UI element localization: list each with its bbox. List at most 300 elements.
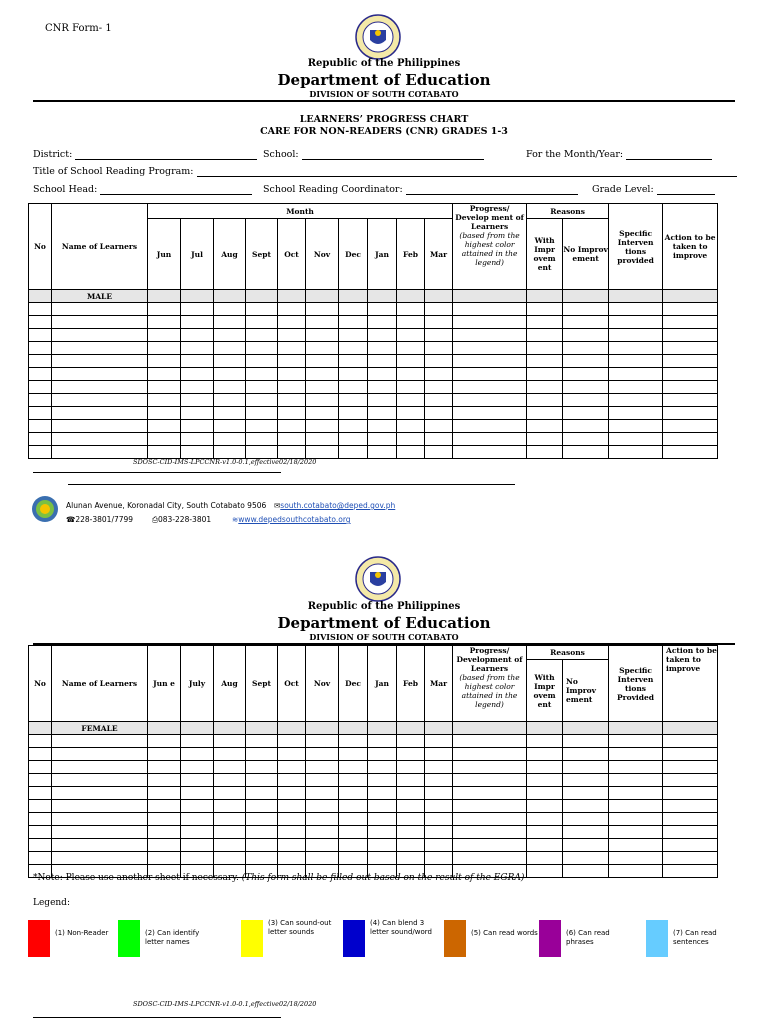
male-learner-cell[interactable] (306, 342, 339, 355)
female-learner-cell[interactable] (278, 787, 306, 800)
female-learner-cell[interactable] (214, 787, 246, 800)
female-learner-cell[interactable] (52, 813, 148, 826)
district-line[interactable] (75, 149, 257, 160)
male-learner-cell[interactable] (609, 355, 663, 368)
male-learner-cell[interactable] (306, 329, 339, 342)
male-learner-cell[interactable] (368, 394, 397, 407)
female-learner-cell[interactable] (563, 826, 609, 839)
male-learner-cell[interactable] (52, 368, 148, 381)
female-learner-cell[interactable] (214, 826, 246, 839)
male-learner-cell[interactable] (453, 303, 527, 316)
female-learner-cell[interactable] (397, 839, 425, 852)
male-learner-cell[interactable] (663, 355, 718, 368)
footer-website[interactable] (232, 515, 351, 524)
female-learner-cell[interactable] (214, 748, 246, 761)
male-learner-cell[interactable] (214, 329, 246, 342)
female-learner-cell[interactable] (29, 735, 52, 748)
male-learner-cell[interactable] (214, 355, 246, 368)
male-learner-cell[interactable] (339, 355, 368, 368)
female-learner-cell[interactable] (29, 800, 52, 813)
male-learner-cell[interactable] (527, 316, 563, 329)
female-learner-cell[interactable] (563, 865, 609, 878)
grade-level-field[interactable] (592, 184, 715, 195)
female-learner-cell[interactable] (29, 813, 52, 826)
female-learner-cell[interactable] (29, 826, 52, 839)
male-learner-cell[interactable] (306, 394, 339, 407)
male-learner-cell[interactable] (527, 433, 563, 446)
female-learner-cell[interactable] (278, 826, 306, 839)
male-learner-cell[interactable] (425, 407, 453, 420)
female-learner-cell[interactable] (29, 774, 52, 787)
male-learner-cell[interactable] (425, 433, 453, 446)
female-learner-cell[interactable] (29, 839, 52, 852)
female-learner-cell[interactable] (368, 787, 397, 800)
male-learner-cell[interactable] (278, 407, 306, 420)
male-learner-cell[interactable] (148, 381, 181, 394)
female-learner-cell[interactable] (609, 787, 663, 800)
male-learner-cell[interactable] (609, 407, 663, 420)
male-learner-cell[interactable] (148, 433, 181, 446)
male-learner-cell[interactable] (453, 355, 527, 368)
male-learner-cell[interactable] (368, 355, 397, 368)
male-learner-cell[interactable] (609, 303, 663, 316)
female-learner-cell[interactable] (148, 852, 181, 865)
female-learner-cell[interactable] (306, 748, 339, 761)
male-learner-cell[interactable] (52, 446, 148, 459)
female-learner-cell[interactable] (609, 735, 663, 748)
female-learner-cell[interactable] (214, 852, 246, 865)
female-learner-cell[interactable] (425, 787, 453, 800)
female-learner-cell[interactable] (609, 839, 663, 852)
male-learner-cell[interactable] (453, 433, 527, 446)
male-learner-cell[interactable] (453, 342, 527, 355)
female-learner-cell[interactable] (527, 748, 563, 761)
female-learner-cell[interactable] (453, 774, 527, 787)
male-learner-cell[interactable] (425, 446, 453, 459)
male-learner-cell[interactable] (368, 329, 397, 342)
female-learner-cell[interactable] (148, 813, 181, 826)
coordinator-line[interactable] (406, 184, 578, 195)
male-learner-cell[interactable] (339, 329, 368, 342)
male-learner-cell[interactable] (214, 433, 246, 446)
male-learner-cell[interactable] (306, 368, 339, 381)
female-learner-cell[interactable] (339, 826, 368, 839)
male-learner-cell[interactable] (52, 394, 148, 407)
female-learner-cell[interactable] (306, 774, 339, 787)
male-learner-cell[interactable] (453, 420, 527, 433)
male-learner-cell[interactable] (29, 446, 52, 459)
male-learner-cell[interactable] (453, 394, 527, 407)
female-learner-cell[interactable] (425, 839, 453, 852)
female-learner-cell[interactable] (563, 748, 609, 761)
female-learner-cell[interactable] (214, 813, 246, 826)
female-learner-cell[interactable] (663, 774, 718, 787)
male-learner-cell[interactable] (148, 342, 181, 355)
female-learner-cell[interactable] (453, 826, 527, 839)
male-learner-cell[interactable] (246, 381, 278, 394)
male-learner-cell[interactable] (246, 446, 278, 459)
school-line[interactable] (302, 149, 484, 160)
male-learner-cell[interactable] (306, 446, 339, 459)
female-learner-cell[interactable] (278, 813, 306, 826)
male-learner-cell[interactable] (29, 381, 52, 394)
male-learner-cell[interactable] (368, 381, 397, 394)
male-learner-cell[interactable] (397, 355, 425, 368)
female-learner-cell[interactable] (181, 774, 214, 787)
grade-level-line[interactable] (657, 184, 715, 195)
male-learner-cell[interactable] (306, 355, 339, 368)
female-learner-cell[interactable] (368, 748, 397, 761)
female-learner-cell[interactable] (563, 787, 609, 800)
male-learner-cell[interactable] (663, 329, 718, 342)
male-learner-cell[interactable] (246, 433, 278, 446)
male-learner-cell[interactable] (214, 446, 246, 459)
male-learner-cell[interactable] (425, 368, 453, 381)
female-learner-cell[interactable] (397, 748, 425, 761)
female-learner-cell[interactable] (368, 800, 397, 813)
male-learner-cell[interactable] (453, 316, 527, 329)
female-learner-cell[interactable] (527, 813, 563, 826)
male-learner-cell[interactable] (563, 446, 609, 459)
male-learner-cell[interactable] (663, 394, 718, 407)
male-learner-cell[interactable] (453, 329, 527, 342)
coordinator-field[interactable] (263, 184, 578, 195)
female-learner-cell[interactable] (563, 813, 609, 826)
female-learner-cell[interactable] (278, 839, 306, 852)
female-learner-cell[interactable] (214, 839, 246, 852)
male-learner-cell[interactable] (663, 407, 718, 420)
female-learner-cell[interactable] (527, 839, 563, 852)
male-learner-cell[interactable] (246, 368, 278, 381)
male-learner-cell[interactable] (425, 394, 453, 407)
female-learner-cell[interactable] (368, 774, 397, 787)
female-learner-cell[interactable] (29, 852, 52, 865)
male-learner-cell[interactable] (527, 355, 563, 368)
female-learner-cell[interactable] (181, 787, 214, 800)
female-learner-cell[interactable] (397, 787, 425, 800)
male-learner-cell[interactable] (29, 394, 52, 407)
male-learner-cell[interactable] (52, 433, 148, 446)
male-learner-cell[interactable] (181, 368, 214, 381)
female-learner-cell[interactable] (181, 852, 214, 865)
female-learner-cell[interactable] (339, 761, 368, 774)
male-learner-cell[interactable] (563, 368, 609, 381)
male-learner-cell[interactable] (278, 355, 306, 368)
female-learner-cell[interactable] (246, 787, 278, 800)
female-learner-cell[interactable] (527, 735, 563, 748)
female-learner-cell[interactable] (368, 813, 397, 826)
female-learner-cell[interactable] (246, 735, 278, 748)
male-learner-cell[interactable] (563, 407, 609, 420)
female-learner-cell[interactable] (181, 761, 214, 774)
male-learner-cell[interactable] (339, 394, 368, 407)
male-learner-cell[interactable] (609, 394, 663, 407)
male-learner-cell[interactable] (52, 420, 148, 433)
male-learner-cell[interactable] (368, 342, 397, 355)
male-learner-cell[interactable] (397, 329, 425, 342)
female-learner-cell[interactable] (278, 761, 306, 774)
male-learner-cell[interactable] (339, 433, 368, 446)
female-learner-cell[interactable] (246, 839, 278, 852)
female-learner-cell[interactable] (453, 761, 527, 774)
female-learner-cell[interactable] (527, 826, 563, 839)
month-year-field[interactable] (526, 149, 712, 160)
female-learner-cell[interactable] (339, 748, 368, 761)
female-learner-cell[interactable] (52, 852, 148, 865)
female-learner-cell[interactable] (52, 774, 148, 787)
month-year-line[interactable] (626, 149, 712, 160)
male-learner-cell[interactable] (278, 303, 306, 316)
female-learner-cell[interactable] (368, 839, 397, 852)
male-learner-cell[interactable] (246, 329, 278, 342)
male-learner-cell[interactable] (181, 381, 214, 394)
female-learner-cell[interactable] (663, 813, 718, 826)
male-learner-cell[interactable] (397, 394, 425, 407)
female-learner-cell[interactable] (306, 787, 339, 800)
male-learner-cell[interactable] (148, 446, 181, 459)
male-learner-cell[interactable] (278, 342, 306, 355)
male-learner-cell[interactable] (246, 420, 278, 433)
female-learner-cell[interactable] (278, 774, 306, 787)
female-learner-cell[interactable] (339, 852, 368, 865)
email-link[interactable]: south.cotabato@deped.gov.ph (280, 501, 396, 510)
male-learner-cell[interactable] (29, 368, 52, 381)
male-learner-cell[interactable] (425, 303, 453, 316)
female-learner-cell[interactable] (609, 748, 663, 761)
female-learner-cell[interactable] (52, 787, 148, 800)
female-learner-cell[interactable] (306, 826, 339, 839)
male-learner-cell[interactable] (246, 303, 278, 316)
male-learner-cell[interactable] (397, 433, 425, 446)
male-learner-cell[interactable] (397, 303, 425, 316)
female-learner-cell[interactable] (214, 761, 246, 774)
female-learner-cell[interactable] (368, 852, 397, 865)
female-learner-cell[interactable] (453, 787, 527, 800)
male-learner-cell[interactable] (214, 303, 246, 316)
female-learner-cell[interactable] (609, 761, 663, 774)
female-learner-cell[interactable] (339, 787, 368, 800)
female-learner-cell[interactable] (148, 748, 181, 761)
female-learner-cell[interactable] (425, 774, 453, 787)
male-learner-cell[interactable] (29, 407, 52, 420)
male-learner-cell[interactable] (425, 381, 453, 394)
male-learner-cell[interactable] (453, 368, 527, 381)
female-learner-cell[interactable] (425, 735, 453, 748)
school-head-line[interactable] (100, 184, 252, 195)
male-learner-cell[interactable] (397, 342, 425, 355)
female-learner-cell[interactable] (527, 852, 563, 865)
female-learner-cell[interactable] (425, 748, 453, 761)
male-learner-cell[interactable] (148, 394, 181, 407)
male-learner-cell[interactable] (563, 433, 609, 446)
female-learner-cell[interactable] (339, 800, 368, 813)
male-learner-cell[interactable] (278, 420, 306, 433)
male-learner-cell[interactable] (306, 303, 339, 316)
female-learner-cell[interactable] (663, 852, 718, 865)
female-learner-cell[interactable] (148, 735, 181, 748)
female-learner-cell[interactable] (663, 735, 718, 748)
female-learner-cell[interactable] (609, 800, 663, 813)
female-learner-cell[interactable] (609, 813, 663, 826)
female-learner-cell[interactable] (397, 774, 425, 787)
male-learner-cell[interactable] (181, 355, 214, 368)
female-learner-cell[interactable] (52, 761, 148, 774)
male-learner-cell[interactable] (181, 420, 214, 433)
female-learner-cell[interactable] (663, 826, 718, 839)
male-learner-cell[interactable] (527, 342, 563, 355)
female-learner-cell[interactable] (368, 826, 397, 839)
male-learner-cell[interactable] (29, 316, 52, 329)
female-learner-cell[interactable] (609, 852, 663, 865)
female-learner-cell[interactable] (425, 800, 453, 813)
male-learner-cell[interactable] (148, 407, 181, 420)
female-learner-cell[interactable] (527, 800, 563, 813)
male-learner-cell[interactable] (339, 420, 368, 433)
female-learner-cell[interactable] (425, 826, 453, 839)
female-learner-cell[interactable] (663, 761, 718, 774)
male-learner-cell[interactable] (397, 381, 425, 394)
male-learner-cell[interactable] (339, 368, 368, 381)
male-learner-cell[interactable] (368, 316, 397, 329)
female-learner-cell[interactable] (306, 852, 339, 865)
female-learner-cell[interactable] (339, 774, 368, 787)
male-learner-cell[interactable] (397, 368, 425, 381)
female-learner-cell[interactable] (181, 748, 214, 761)
male-learner-cell[interactable] (663, 446, 718, 459)
male-learner-cell[interactable] (214, 394, 246, 407)
female-learner-cell[interactable] (52, 839, 148, 852)
female-learner-cell[interactable] (306, 800, 339, 813)
male-learner-cell[interactable] (181, 394, 214, 407)
female-learner-cell[interactable] (181, 800, 214, 813)
male-learner-cell[interactable] (339, 407, 368, 420)
female-learner-cell[interactable] (29, 787, 52, 800)
female-learner-cell[interactable] (306, 735, 339, 748)
district-field[interactable] (33, 149, 257, 160)
female-learner-cell[interactable] (52, 735, 148, 748)
female-learner-cell[interactable] (663, 839, 718, 852)
male-learner-cell[interactable] (52, 329, 148, 342)
male-learner-cell[interactable] (181, 433, 214, 446)
male-learner-cell[interactable] (453, 446, 527, 459)
male-learner-cell[interactable] (609, 342, 663, 355)
female-learner-cell[interactable] (246, 852, 278, 865)
female-learner-cell[interactable] (527, 774, 563, 787)
female-learner-cell[interactable] (397, 826, 425, 839)
female-learner-cell[interactable] (148, 826, 181, 839)
male-learner-cell[interactable] (609, 368, 663, 381)
male-learner-cell[interactable] (368, 420, 397, 433)
male-learner-cell[interactable] (29, 420, 52, 433)
male-learner-cell[interactable] (609, 433, 663, 446)
male-learner-cell[interactable] (148, 316, 181, 329)
male-learner-cell[interactable] (339, 381, 368, 394)
male-learner-cell[interactable] (339, 316, 368, 329)
male-learner-cell[interactable] (368, 303, 397, 316)
male-learner-cell[interactable] (527, 420, 563, 433)
male-learner-cell[interactable] (397, 316, 425, 329)
footer-email[interactable] (274, 501, 395, 510)
female-learner-cell[interactable] (278, 852, 306, 865)
female-learner-cell[interactable] (148, 761, 181, 774)
male-learner-cell[interactable] (527, 303, 563, 316)
female-learner-cell[interactable] (246, 761, 278, 774)
female-learner-cell[interactable] (148, 800, 181, 813)
male-learner-cell[interactable] (181, 342, 214, 355)
female-learner-cell[interactable] (52, 826, 148, 839)
female-learner-cell[interactable] (563, 774, 609, 787)
website-link[interactable]: www.depedsouthcotabato.org (238, 515, 351, 524)
female-learner-cell[interactable] (663, 787, 718, 800)
male-learner-cell[interactable] (609, 446, 663, 459)
female-learner-cell[interactable] (339, 813, 368, 826)
female-learner-cell[interactable] (181, 826, 214, 839)
female-learner-cell[interactable] (52, 748, 148, 761)
male-learner-cell[interactable] (148, 329, 181, 342)
male-learner-cell[interactable] (368, 433, 397, 446)
male-learner-cell[interactable] (181, 303, 214, 316)
female-learner-cell[interactable] (563, 852, 609, 865)
male-learner-cell[interactable] (663, 381, 718, 394)
male-learner-cell[interactable] (181, 446, 214, 459)
program-title-field[interactable] (33, 166, 737, 177)
male-learner-cell[interactable] (246, 316, 278, 329)
female-learner-cell[interactable] (148, 839, 181, 852)
male-learner-cell[interactable] (425, 342, 453, 355)
female-learner-cell[interactable] (609, 774, 663, 787)
female-learner-cell[interactable] (453, 748, 527, 761)
female-learner-cell[interactable] (278, 748, 306, 761)
female-learner-cell[interactable] (246, 800, 278, 813)
female-learner-cell[interactable] (214, 735, 246, 748)
male-learner-cell[interactable] (663, 342, 718, 355)
female-learner-cell[interactable] (563, 800, 609, 813)
male-learner-cell[interactable] (563, 303, 609, 316)
male-learner-cell[interactable] (563, 316, 609, 329)
male-learner-cell[interactable] (246, 355, 278, 368)
male-learner-cell[interactable] (425, 329, 453, 342)
male-learner-cell[interactable] (306, 381, 339, 394)
male-learner-cell[interactable] (368, 368, 397, 381)
female-learner-cell[interactable] (246, 813, 278, 826)
male-learner-cell[interactable] (609, 420, 663, 433)
female-learner-cell[interactable] (29, 761, 52, 774)
female-learner-cell[interactable] (663, 748, 718, 761)
male-learner-cell[interactable] (148, 303, 181, 316)
male-learner-cell[interactable] (278, 433, 306, 446)
male-learner-cell[interactable] (306, 316, 339, 329)
female-learner-cell[interactable] (397, 813, 425, 826)
female-learner-cell[interactable] (368, 735, 397, 748)
male-learner-cell[interactable] (527, 394, 563, 407)
male-learner-cell[interactable] (663, 420, 718, 433)
female-learner-cell[interactable] (214, 800, 246, 813)
male-learner-cell[interactable] (397, 407, 425, 420)
female-learner-cell[interactable] (609, 865, 663, 878)
female-learner-cell[interactable] (397, 800, 425, 813)
female-learner-cell[interactable] (306, 761, 339, 774)
male-learner-cell[interactable] (397, 446, 425, 459)
male-learner-cell[interactable] (425, 355, 453, 368)
female-learner-cell[interactable] (453, 735, 527, 748)
male-learner-cell[interactable] (278, 394, 306, 407)
male-learner-cell[interactable] (246, 342, 278, 355)
male-learner-cell[interactable] (663, 316, 718, 329)
male-learner-cell[interactable] (148, 368, 181, 381)
male-learner-cell[interactable] (663, 303, 718, 316)
male-learner-cell[interactable] (306, 420, 339, 433)
male-learner-cell[interactable] (29, 303, 52, 316)
